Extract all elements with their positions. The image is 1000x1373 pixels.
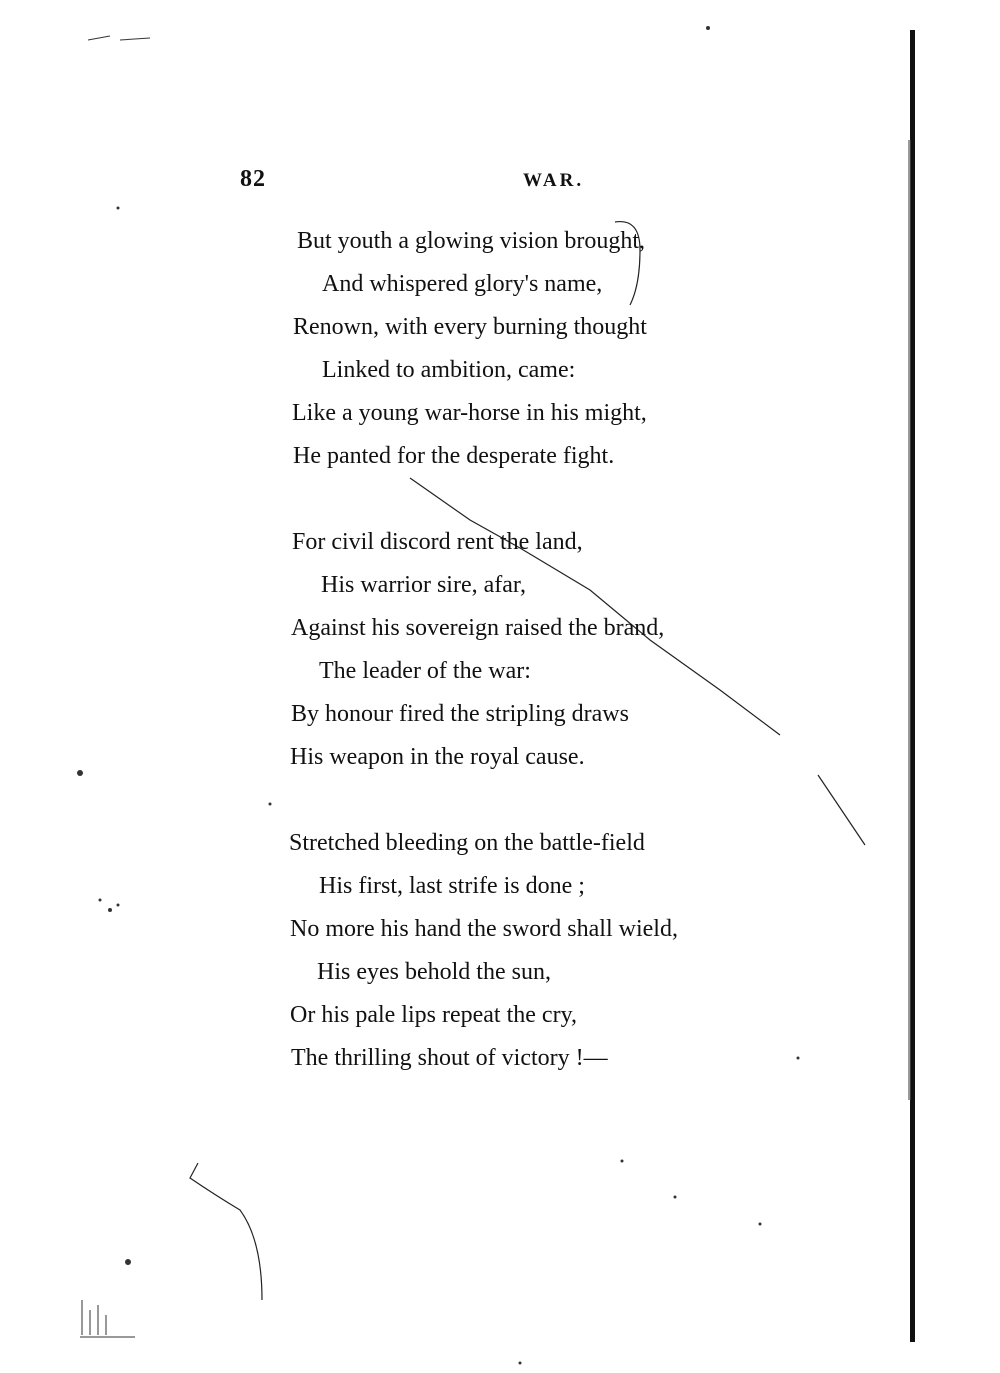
poem-line: No more his hand the sword shall wield, [290,916,678,942]
poem-line: His eyes behold the sun, [317,959,551,985]
poem-line: But youth a glowing vision brought, [297,228,645,254]
poem-line: He panted for the desperate fight. [293,443,615,469]
running-title: WAR. [523,170,585,191]
poem-line: Renown, with every burning thought [293,314,647,340]
poem-line: For civil discord rent the land, [292,529,583,555]
binding-edge [908,30,918,1342]
poem-line: Against his sovereign raised the brand, [291,615,665,641]
poem-line: His weapon in the royal cause. [290,744,585,770]
poem-line: And whispered glory's name, [322,271,603,297]
poem-line: By honour fired the stripling draws [291,701,629,727]
poem-line: The thrilling shout of victory !— [291,1045,608,1071]
poem-line: His first, last strife is done ; [319,873,585,899]
poem-line: His warrior sire, afar, [321,572,526,598]
poem-line: Linked to ambition, came: [322,357,576,383]
poem-line: The leader of the war: [319,658,531,684]
poem-line: Stretched bleeding on the battle-field [289,830,645,856]
poem-line: Like a young war-horse in his might, [292,400,647,426]
poem-line: Or his pale lips repeat the cry, [290,1002,578,1028]
page-number: 82 [240,166,266,192]
